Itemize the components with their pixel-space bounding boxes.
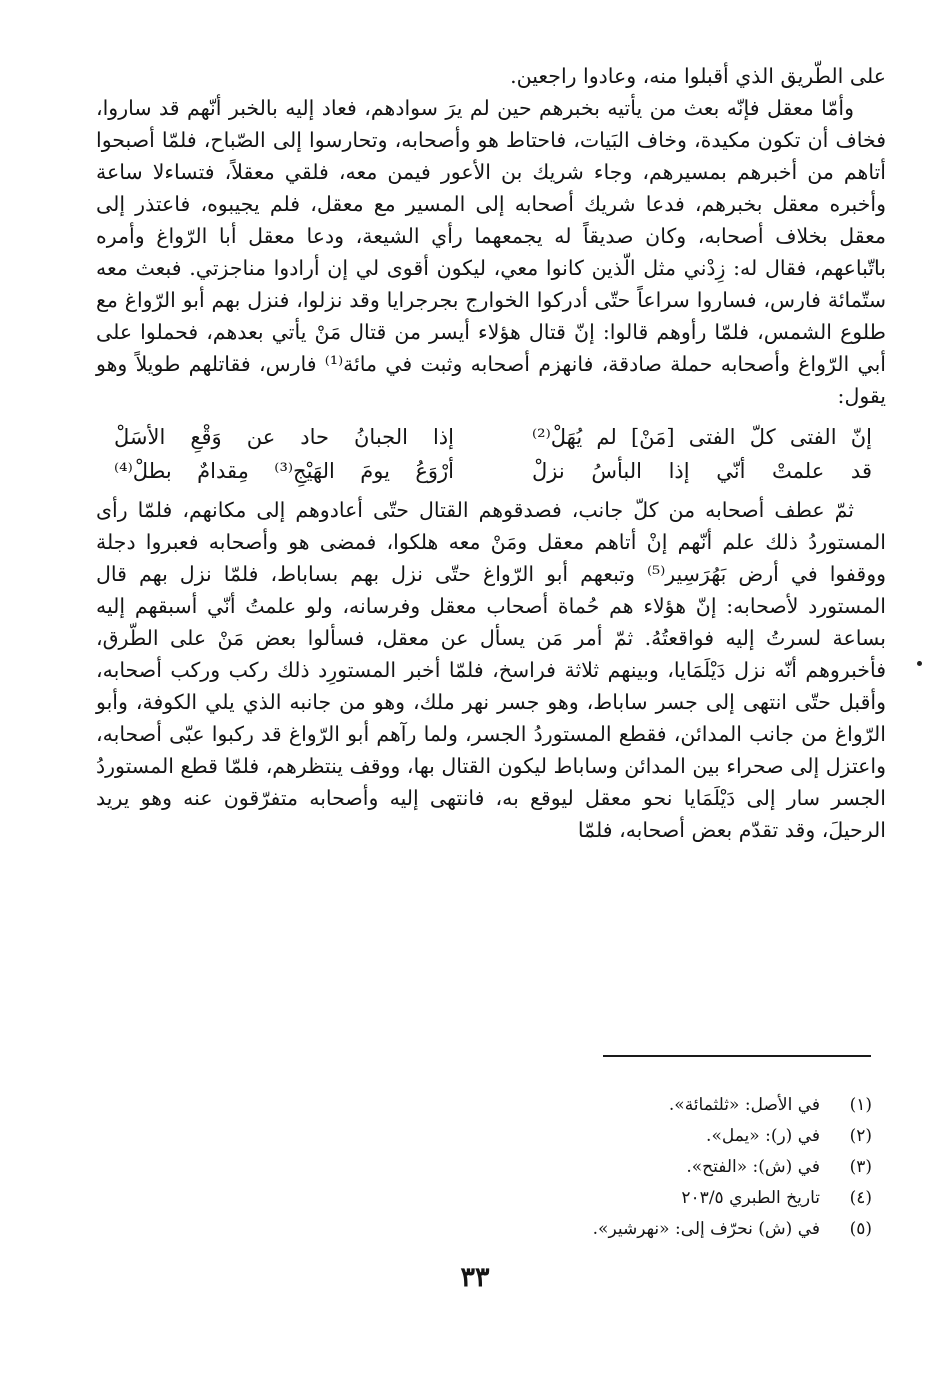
footnote-number: (١) [849, 1095, 872, 1115]
poem-verse-1-first-hemistich: إنّ الفتى كلّ الفتى [مَنْ] لم يُهَلْ⁽²⁾ [532, 425, 872, 449]
paragraph-mustawrid: ثمّ عطف أصحابه من كلّ جانب، فصدقوهم القتال حتّى أعادوهم إلى مكانهم، فلمّا رأى المستوردُ ذلك علم أنّهم إنْ أتاهم معقل ومَنْ معه هلكوا، فمضى هو وأصحابه فعبروا دجلة ووقفوا في أرض بَهُرَسِير⁽⁵⁾ وتبعهم أبو الرّواغ حتّى نزل بهم بساباط، فلمّا نزل بهم قال المستورد لأصحابه: إنّ هؤلاء هم حُماة أصحاب معقل وفرسانه، ولو علمتُ أنّي أسبقهم إليه بساعة لسرتُ إليه فواقعتُهُ. ثمّ أمر مَن يسأل عن معقل، فسألوا بعض مَنْ على الطّرق، فأخبروهم أنّه نزل دَيْلَمَايا، وبينهم ثلاثة فراسخ، فلمّا أخبر المستورِد ذلك ركب وركب أصحابه، وأقبل حتّى انتهى إلى جسر ساباط، وهو جسر نهر ملك، وهو من جانبه الذي يلي الكوفة، وأبو الرّواغ من جانب المدائن، فقطع المستوردُ الجسر، ولما رآهم أبو الرّواغ قد ركبوا عبّى أصحابه، واعتزل إلى صحراء بين المدائن وساباط ليكون القتال بها، ووقف ينتظرهم، فلمّا قطع المستوردُ الجسر سار إلى دَيْلَمَايا نحو معقل ليوقع به، فانتهى إليه وأصحابه متفرّقون عنه وهو يريد الرحيلَ، وقد تقدّم بعض أصحابه، فلمّا [96, 498, 886, 842]
footnote-text: تاريخ الطبري ٢٠٣/٥ [681, 1188, 820, 1208]
footnote [380, 1214, 872, 1245]
footnote-text: في (ش) نحرّف إلى: «نهرشير». [592, 1219, 820, 1239]
footnote [380, 1121, 872, 1152]
poem-verse-2 [96, 454, 886, 488]
poem-verse-2-first-hemistich: قد علمتْ أنّي إذا البأسُ نزلْ [532, 459, 872, 483]
poem-verse-1 [96, 420, 886, 454]
poem [96, 420, 886, 488]
footnote-text: في الأصل: «ثلثمائة». [668, 1095, 820, 1115]
footnote-number: (٤) [849, 1188, 872, 1208]
footnote [380, 1090, 872, 1121]
footnote [380, 1183, 872, 1214]
footnote-text: في (ر): «يمل». [706, 1126, 820, 1146]
footnote-text: في (ش): «الفتح». [686, 1157, 820, 1177]
main-text [96, 60, 886, 846]
paragraph-maqil-pursuit: وأمّا معقل فإنّه بعث من يأتيه بخبرهم حين لم يرَ سوادهم، فعاد إليه بالخبر أنّهم قد ساروا، فخاف أن تكون مكيدة، وخاف البَيات، فاحتاط هو وأصحابه، وتحارسوا إلى الصّباح، فلمّا أصبحوا أتاهم من أخبرهم بمسيرهم، وجاء شريك بن الأعور فيمن معه، فلقي معقلاً، فتساءلا ساعة وأخبره معقل بخبرهم، فدعا شريك أصحابه إلى المسير مع معقل، فلم يجيبوه، فاعتذر إلى معقل بخلاف أصحابه، وكان صديقاً له يجمعهما رأي الشيعة، ودعا معقل أبا الرّواغ وأمره باتّباعهم، فقال له: زِدْني مثل الّذين كانوا معي، ليكون أقوى لي إن أرادوا مناجزتي. فبعث معه ستّمائة فارس، فساروا سراعاً حتّى أدركوا الخوارج بجرجرايا وقد نزلوا، فنزل بهم أبو الرّواغ مع طلوع الشمس، فلمّا رأوهم قالوا: إنّ قتال هؤلاء أيسر من قتال مَنْ يأتي بعدهم، فحملوا على أبي الرّواغ وأصحابه حملة صادقة، فانهزم أصحابه وثبت في مائة⁽¹⁾ فارس، فقاتلهم طويلاً وهو يقول: [96, 96, 886, 408]
page-number: ٣٣ [460, 1262, 490, 1293]
paragraph-continuation: على الطّريق الذي أقبلوا منه، وعادوا راجعين. [510, 64, 886, 88]
footnote-number: (٣) [849, 1157, 872, 1177]
margin-dot [917, 661, 922, 666]
poem-verse-1-second-hemistich: إذا الجبانُ حاد عن وَقْعِ الأسَلْ [114, 425, 454, 449]
footnote [380, 1152, 872, 1183]
footnote-separator [603, 1055, 871, 1057]
poem-verse-2-second-hemistich: أرْوَعُ يومَ الهَيْجِ⁽³⁾ مِقدامٌ بطلْ⁽⁴⁾ [114, 459, 455, 483]
footnotes [380, 1090, 872, 1245]
footnote-number: (٢) [849, 1126, 872, 1146]
footnote-number: (٥) [849, 1219, 872, 1239]
